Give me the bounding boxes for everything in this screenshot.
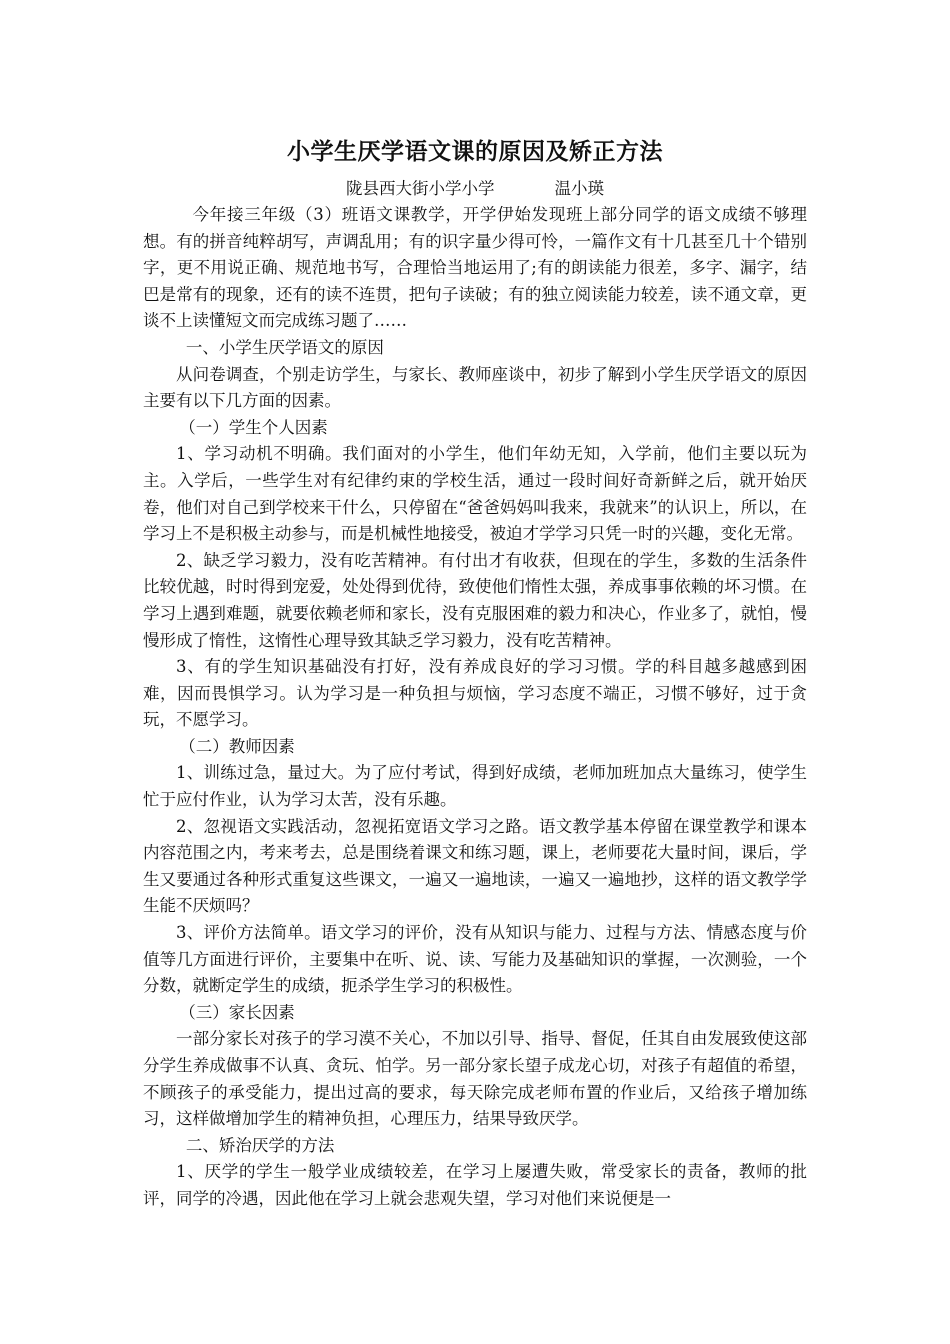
byline-school: 陇县西大街小学小学 xyxy=(346,179,495,198)
section1-sub2-heading: （二）教师因素 xyxy=(179,736,295,756)
section1-sub2-paragraph-2: 2、忽视语文实践活动，忽视拓宽语文学习之路。语文教学基本停留在课堂教学和课本内容范围之内，考来考去，总是围绕着课文和练习题，课上，老师要花大量时间，课后，学生又要通过各种形式重复这些课文，一遍又一遍地读，一遍又一遍地抄，这样的语文教学学生能不厌烦吗？ xyxy=(143,816,807,916)
section1-lead: 从问卷调查，个别走访学生，与家长、教师座谈中，初步了解到小学生厌学语文的原因主要有以下几方面的因素。 xyxy=(143,364,807,411)
document-title: 小学生厌学语文课的原因及矫正方法 xyxy=(287,139,663,165)
section1-sub1-paragraph-1: 1、学习动机不明确。我们面对的小学生，他们年幼无知，入学前，他们主要以玩为主。入学后，一些学生对有纪律约束的学校生活，通过一段时间好奇新鲜之后，就开始厌卷，他们对自己到学校来干什么，只停留在“爸爸妈妈叫我来，我就来”的认识上，所以，在学习上不是积极主动参与，而是机械性地接受，被迫才学学习只凭一时的兴趣，变化无常。 xyxy=(143,444,807,544)
section1-sub3-heading: （三）家长因素 xyxy=(179,1002,295,1022)
byline-author: 温小瑛 xyxy=(554,179,604,198)
section2-paragraph-1: 1、厌学的学生一般学业成绩较差，在学习上屡遭失败，常受家长的责备，教师的批评，同学的冷遇，因此他在学习上就会悲观失望，学习对他们来说便是一 xyxy=(143,1162,807,1208)
section1-sub2-paragraph-3: 3、评价方法简单。语文学习的评价，没有从知识与能力、过程与方法、情感态度与价值等几方面进行评价，主要集中在听、说、读、写能力及基础知识的掌握，一次测验，一个分数，就断定学生的成绩，扼杀学生学习的积极性。 xyxy=(143,923,807,996)
intro-paragraph: 今年接三年级（3）班语文课教学，开学伊始发现班上部分同学的语文成绩不够理想。有的拼音纯粹胡写，声调乱用；有的识字量少得可怜，一篇作文有十几甚至几十个错别字，更不用说正确、规范地书写，合理恰当地运用了;有的朗读能力很差，多字、漏字，结巴是常有的现象，还有的读不连贯，把句子读破；有的独立阅读能力较差，读不通文章，更谈不上读懂短文而完成练习题了…… xyxy=(143,205,807,331)
section1-sub2-paragraph-1: 1、训练过急，量过大。为了应付考试，得到好成绩，老师加班加点大量练习，使学生忙于应付作业，认为学习太苦，没有乐趣。 xyxy=(143,763,807,810)
document-page xyxy=(143,130,807,1213)
section1-sub1-paragraph-3: 3、有的学生知识基础没有打好，没有养成良好的学习习惯。学的科目越多越感到困难，因而畏惧学习。认为学习是一种负担与烦恼，学习态度不端正，习惯不够好，过于贪玩，不愿学习。 xyxy=(143,657,807,730)
section1-sub3-paragraph-1: 一部分家长对孩子的学习漠不关心，不加以引导、指导、督促，任其自由发展致使这部分学生养成做事不认真、贪玩、怕学。另一部分家长望子成龙心切，对孩子有超值的希望，不顾孩子的承受能力，提出过高的要求，每天除完成老师布置的作业后，又给孩子增加练习，这样做增加学生的精神负担，心理压力，结果导致厌学。 xyxy=(143,1029,807,1129)
section1-sub1-paragraph-2: 2、缺乏学习毅力，没有吃苦精神。有付出才有收获，但现在的学生，多数的生活条件比较优越，时时得到宠爱，处处得到优待，致使他们惰性太强，养成事事依赖的坏习惯。在学习上遇到难题，就要依赖老师和家长，没有克服困难的毅力和决心，作业多了，就怕，慢慢形成了惰性，这惰性心理导致其缺乏学习毅力，没有吃苦精神。 xyxy=(143,550,807,650)
section1-heading: 一、小学生厌学语文的原因 xyxy=(185,337,384,357)
section1-sub1-heading: （一）学生个人因素 xyxy=(179,417,328,437)
section2-heading: 二、矫治厌学的方法 xyxy=(185,1135,335,1155)
byline xyxy=(143,176,807,202)
